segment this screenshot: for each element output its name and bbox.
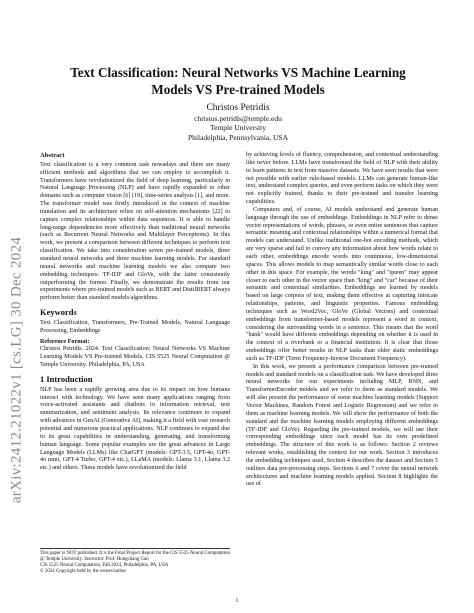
author-institution: Temple University <box>210 123 266 133</box>
arxiv-id-text: arXiv:2412.21022v1 [cs.LG] 30 Dec 2024 <box>8 236 25 504</box>
author-email: christos.petridis@temple.edu <box>194 114 282 123</box>
abstract-text: Text classification is a very common task nowadays and there are many efficient methods and algorithms that we can employ to accomplish it. Transformers have revolutionized the field of deep learning, particularly in Natural Language Processing (NLP) and have rapidly expanded to other domains such as computer vision [6] [19], time-series analysis [1], and more. The transformer model was firstly introduced in the context of machine translation and its architecture relies on self-attention mechanisms [22] to capture complex relationships within data sequences. It is able to handle long-range dependencies more effectively than traditional neural networks (such as Recurrent Neural Networks and Multilayer Perceptrons). In this work, we present a comparison between different techniques to perform text classification. We take into consideration seven pre-trained models, three standard neural networks and three machine learning models. For standard neural networks and machine learning models we also compare two embedding techniques: TF-IDF and GloVe, with the latter consistently outperforming the former. Finally, we demonstrate the results from our experiments where pre-trained models such as BERT and DistilBERT always perform better than standard models/algorithms. <box>40 161 230 302</box>
keywords-heading: Keywords <box>40 307 77 318</box>
abstract-heading: Abstract <box>40 152 65 159</box>
right-paragraph-2: Computers and, of course, AI models understand and generate human language through the use of embeddings. Embeddings in NLP refer to dense vector representations of words, phrases, or even entire sentences that capture semantic meaning and contextual relationships within a numerical format that models can understand. Unlike traditional one-hot encoding methods, which are very sparse and fail to convey any information about how words relate to each other, embeddings encode words into continuous, low-dimensional spaces. This allows models to map semantically similar words close to each other in this space. For example, the words "king" and "queen" may appear closer to each other in the vector space than "king" and "car" because of their semantic and contextual similarities. Embeddings are learned by models based on large corpora of text, making them effective at capturing intricate relationships, patterns, and linguistic properties. Famous embedding techniques such as Word2Vec, GloVe (Global Vectors) and contextual embeddings from transformer-based models represent a word in context, considering the surrounding words in a sentence. This means that the word "bank" would have different embeddings depending on whether it is used in the context of a riverbank or a financial institution. It is clear that those embeddings offer better results in NLP tasks than older static embeddings such as TF-IDF (Term Frequency-Inverse Document Frequency). <box>246 206 438 362</box>
footnote <box>40 548 230 575</box>
footnote-line-3: © 2024 Copyright held by the owner/author <box>40 569 127 575</box>
title-line-1: Text Classification: Neural Networks VS Machine Learning <box>70 65 406 80</box>
keywords-text: Text Classification, Transformers, Pre-Trained Models, Natural Language Processing, Embeddings <box>40 319 230 334</box>
right-paragraph-1: by achieving levels of fluency, comprehension, and contextual understanding like never before. LLMs have transformed the field of NLP with their ability to learn patterns in text from massive datasets. We have seen results that were not possible with earlier rule-based models. LLMs can generate human-like text, understand complex queries, and even perform tasks on which they were not explicitly trained, thanks to their pre-trained and transfer learning capabilities. <box>246 152 438 206</box>
arxiv-identifier <box>6 160 28 580</box>
footnote-line-1: This paper is NOT published. It is the Final Project Report for the CIS 5525 Neural Computation @ Temple University. Instructor: Prof. Hongchang Gao <box>40 551 230 563</box>
paper-title <box>48 64 428 98</box>
reference-format-heading: Reference Format: <box>40 338 90 345</box>
introduction-text: NLP has been a rapidly growing area due to its impact on how humans interact with technology. We have seen many applications ranging from voice-activated assistants and chatbots to information retrieval, text summarization, and sentiment analysis. Its relevance continues to expand with advances in GenAI (Generative AI), making it a field with vast research potential and numerous practical applications. NLP continues to expand due to its great capabilities in understanding, generating, and transforming human language. Some popular examples are the great advances in Large Language Models (LLMs) like ChatGPT (models: GPT-3.5, GPT-4o, GPT-4o mini, GPT-4 Turbo, GPT-4 etc.), LLaMA (models: Llama 3.1, Llama 3.2 etc.) and others. These models have revolutionized the field <box>40 386 230 472</box>
page-number: 1 <box>235 598 239 604</box>
footnote-line-2: CIS 5525 Neural Computation, Fall 2024, Philadelphia, PA, USA <box>40 563 169 569</box>
right-column <box>246 152 438 489</box>
title-line-2: Models VS Pre-trained Models <box>151 82 325 97</box>
author-name: Christos Petridis <box>206 103 270 113</box>
right-paragraph-3: In this work, we present a performance comparison between pre-trained models and standard models on a classification task. We have developed three neural networks for our experiments including MLP, RNN, and TransformerEncoder models and we refer to them as standard models. We will also present the performance of some machine learning models (Support Vector Machines, Random Forest and Logistic Regression) and we refer to them as machine learning models. We will show the performance of both the standard and the machine learning models employing different embeddings (TF-IDF and GloVe). Regarding the pre-trained models, we will use their corresponding embeddings since each model has its own predefined embeddings. The structure of this work is as follows: Section 2 reviews relevant works, establishing the context for our work. Section 3 introduces the embedding techniques used, Section 4 describes the dataset and Section 5 outlines data pre-processing steps. Sections 6 and 7 cover the neural network architectures and machine learning models applied. Section 8 highlights the use of <box>246 363 438 488</box>
author-location: Philadelphia, Pennsylvania, USA <box>188 132 288 142</box>
reference-format-text: Christos Petridis. 2024. Text Classification: Neural Networks VS Machine Learning Models VS Pre-trained Models. CIS 5525 Neural Computation @ Temple University. Philadelphia, PA, USA <box>40 346 230 369</box>
introduction-heading: 1 Introduction <box>40 373 93 384</box>
author-block <box>48 102 428 142</box>
left-column <box>40 152 230 473</box>
